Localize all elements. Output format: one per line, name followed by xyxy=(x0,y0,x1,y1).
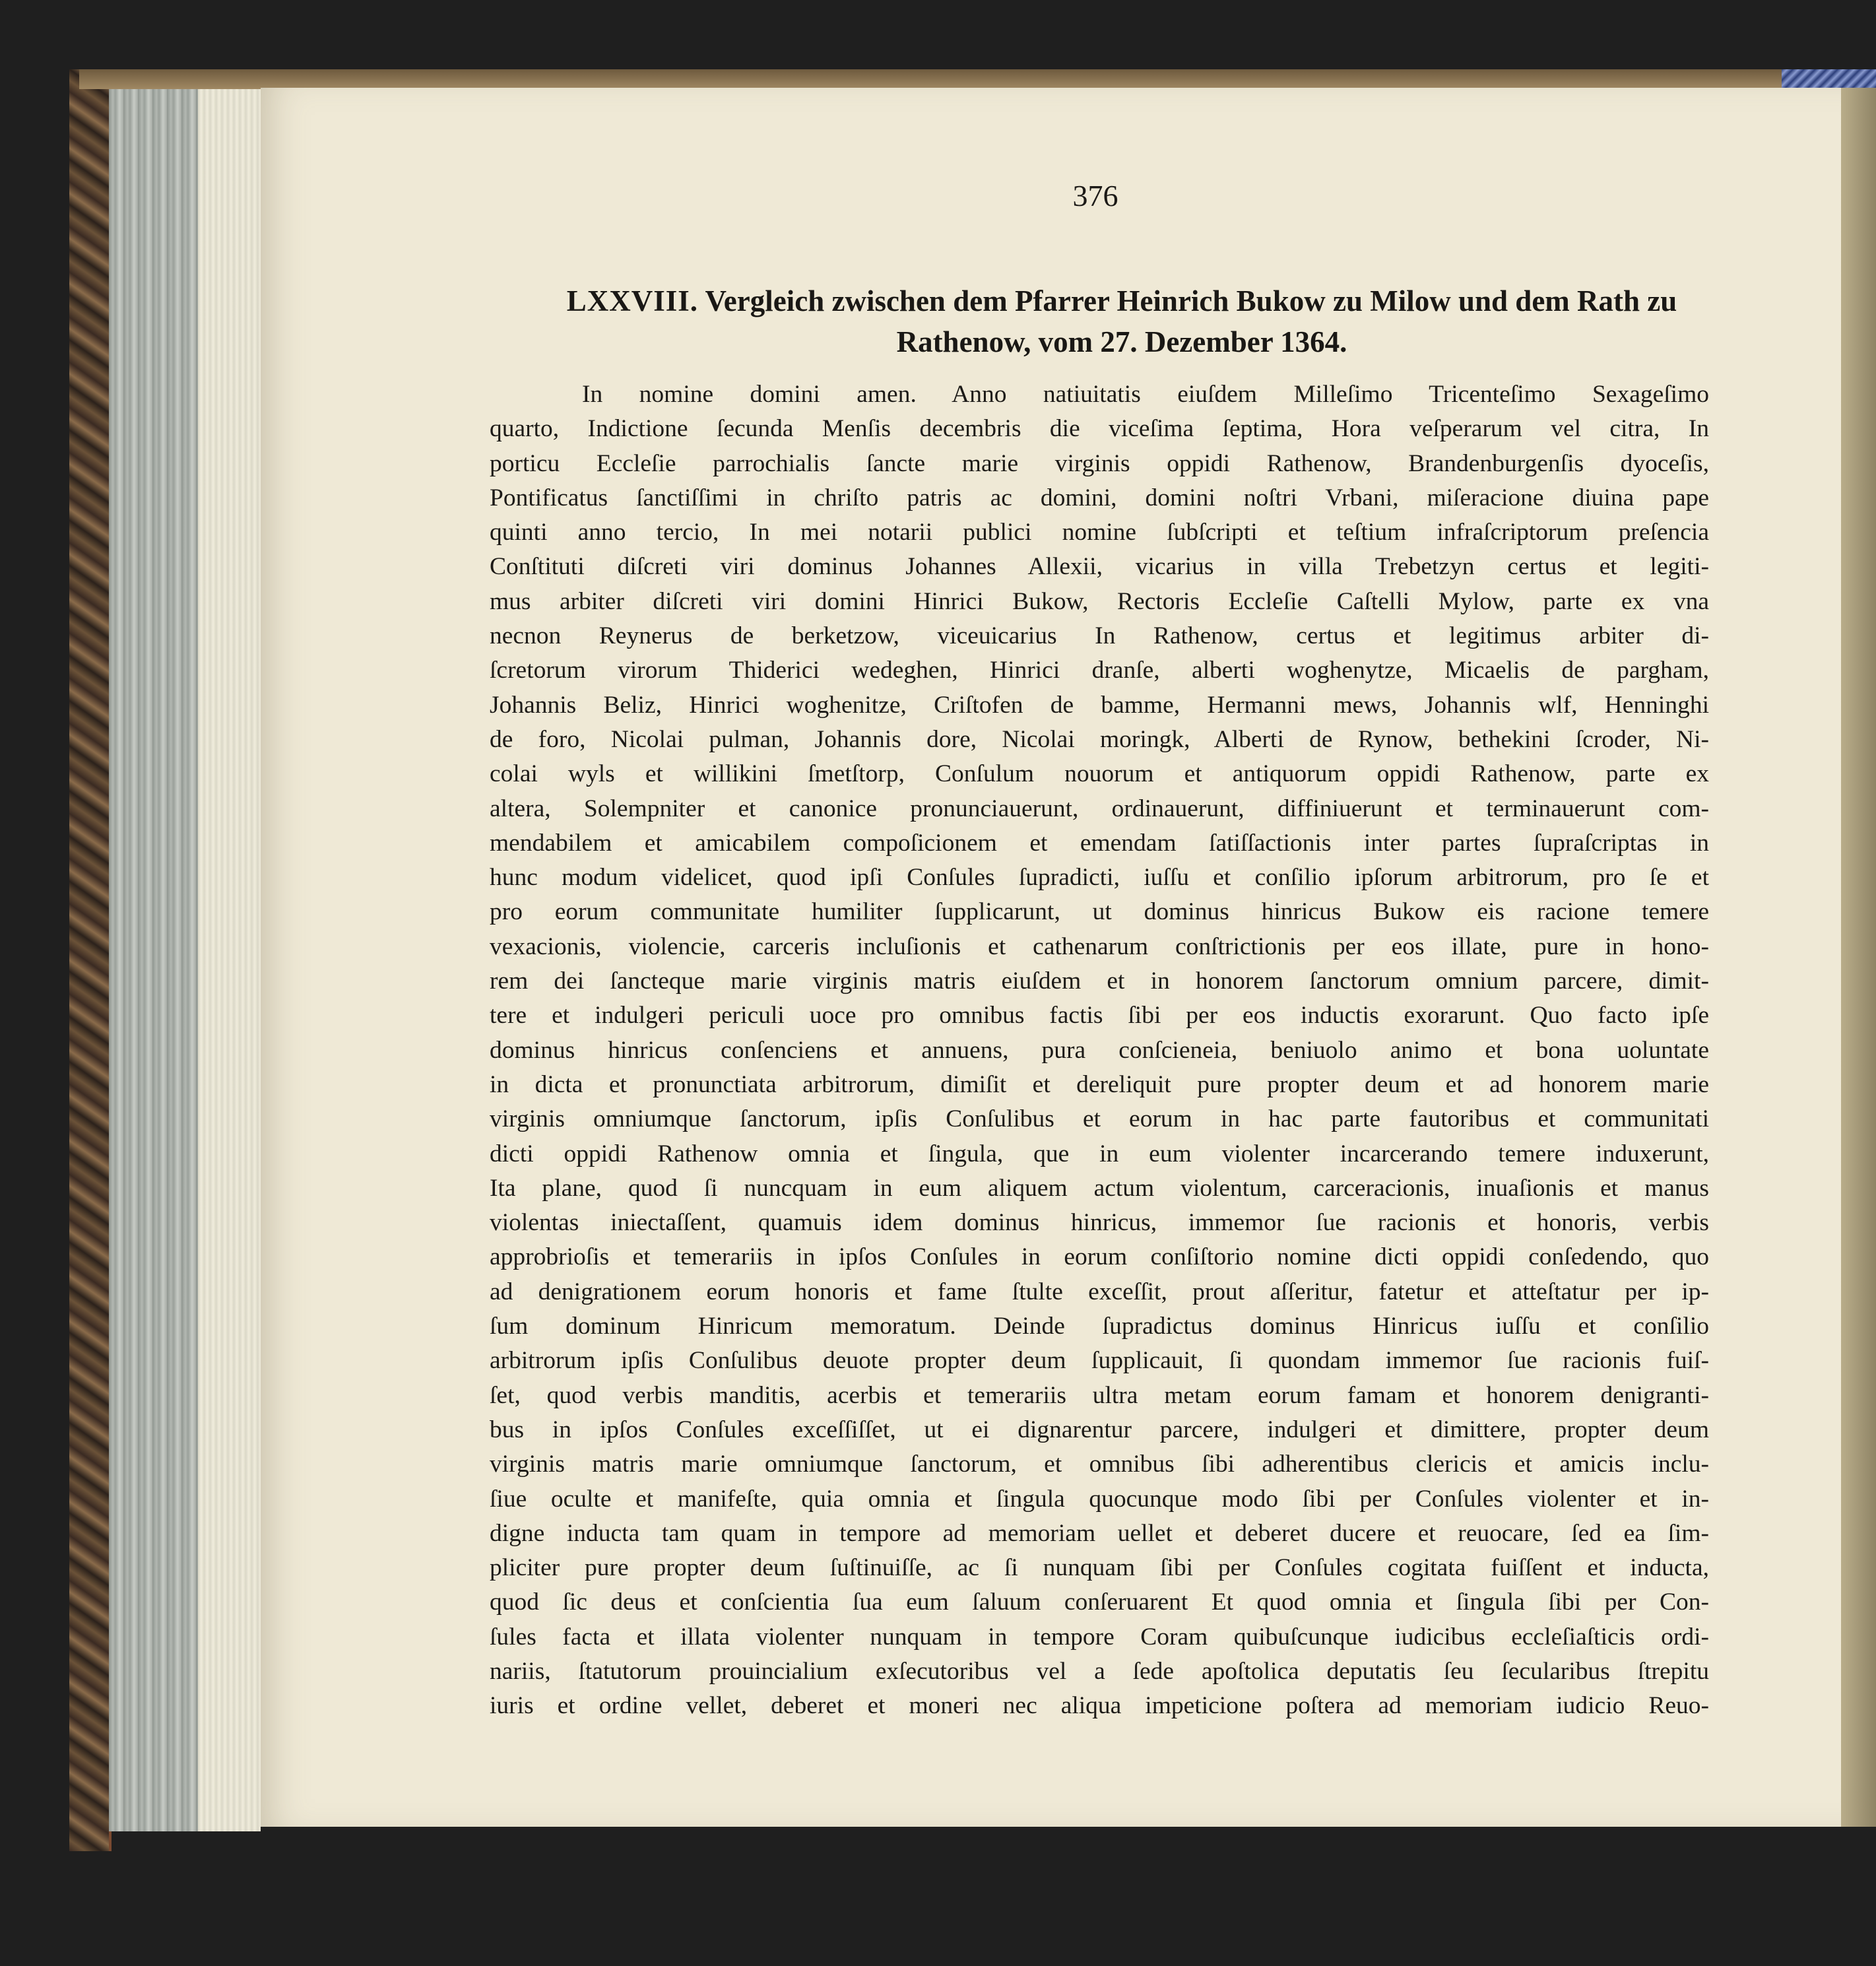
body-line: hunc modum videlicet, quod ipſi Conſules ſupradicti, iuſſu et conſilio ipſorum arbitrorum, pro ſe et xyxy=(490,864,1709,892)
document-heading xyxy=(521,280,1722,362)
body-line: bus in ipſos Conſules exceſſiſſet, ut ei dignarentur parcere, indulgeri et dimittere, propter deum xyxy=(490,1416,1709,1443)
body-line: quinti anno tercio, In mei notarii publici nomine ſubſcripti et teſtium infraſcriptorum preſencia xyxy=(490,519,1709,546)
body-line: vexacionis, violencie, carceris incluſionis et cathenarum conſtrictionis per eos illate, pure in hono- xyxy=(490,933,1709,960)
body-line: ſet, quod verbis manditis, acerbis et temerariis ultra metam eorum famam et honorem denigranti- xyxy=(490,1381,1709,1409)
body-line: iuris et ordine vellet, deberet et moneri nec aliqua impeticione poſtera ad memoriam iudicio Reuo- xyxy=(490,1692,1709,1720)
body-line: Ita plane, quod ſi nuncquam in eum aliquem actum violentum, carceracionis, inuaſionis et manus xyxy=(490,1174,1709,1202)
body-line: ſum dominum Hinricum memoratum. Deinde ſupradictus dominus Hinricus iuſſu et conſilio xyxy=(490,1313,1709,1340)
body-line: ſules facta et illata violenter nunquam in tempore Coram quibuſcunque iudicibus eccleſiaſticis ordi- xyxy=(490,1623,1709,1651)
body-line: rem dei ſancteque marie virginis matris eiuſdem et in honorem ſanctorum omnium parcere, dimit- xyxy=(490,967,1709,995)
heading-line-2: Rathenow, vom 27. Dezember 1364. xyxy=(896,325,1347,358)
body-line: quod ſic deus et conſcientia ſua eum ſaluum conſeruarent Et quod omnia et ſingula ſibi per Con- xyxy=(490,1589,1709,1616)
body-line: ſiue oculte et manifeſte, quia omnia et ſingula quocunque modo ſibi per Conſules violenter et in- xyxy=(490,1485,1709,1513)
body-line: necnon Reynerus de berketzow, viceuicarius In Rathenow, certus et legitimus arbiter di- xyxy=(490,622,1709,650)
body-line: virginis matris marie omniumque ſanctorum, et omnibus ſibi adherentibus clericis et amicis inclu- xyxy=(490,1451,1709,1478)
body-line: nariis, ſtatutorum prouincialium exſecutoribus vel a ſede apoſtolica deputatis ſeu ſecularibus ſtrepitu xyxy=(490,1657,1709,1685)
bookmark-ribbon xyxy=(1782,69,1876,88)
body-line: In nomine domini amen. Anno natiuitatis eiuſdem Milleſimo Tricenteſimo Sexageſimo xyxy=(582,381,1709,408)
marbled-cover xyxy=(69,69,112,1851)
body-line: Johannis Beliz, Hinrici woghenitze, Criſtofen de bamme, Hermanni mews, Johannis wlf, Henninghi xyxy=(490,691,1709,719)
body-line: virginis omniumque ſanctorum, ipſis Conſulibus et eorum in hac parte fautoribus et communitati xyxy=(490,1105,1709,1133)
body-text xyxy=(490,377,1709,1724)
body-line: altera, Solempniter et canonice pronunciauerunt, ordinauerunt, diffiniuerunt et terminauerunt com- xyxy=(490,795,1709,822)
body-line: mendabilem et amicabilem compoſicionem et emendam ſatiſſactionis inter partes ſupraſcriptas in xyxy=(490,829,1709,857)
body-line: approbrioſis et temerariis in ipſos Conſules in eorum conſiſtorio nomine dicti oppidi conſedendo, quo xyxy=(490,1243,1709,1271)
body-line: colai wyls et willikini ſmetſtorp, Conſulum nouorum et antiquorum oppidi Rathenow, parte ex xyxy=(490,760,1709,788)
body-line: digne inducta tam quam in tempore ad memoriam uellet et deberet ducere et reuocare, ſed ea ſim- xyxy=(490,1519,1709,1547)
body-line: arbitrorum ipſis Conſulibus deuote propter deum ſupplicauit, ſi quondam immemor ſue racionis fuiſ- xyxy=(490,1347,1709,1375)
body-line: Pontificatus ſanctiſſimi in chriſto patris ac domini, domini noſtri Vrbani, miſeracione diuina pape xyxy=(490,484,1709,511)
heading-title-1: Vergleich zwischen dem Pfarrer Heinrich Bukow zu Milow und dem Rath zu xyxy=(705,284,1677,317)
body-line: mus arbiter diſcreti viri domini Hinrici Bukow, Rectoris Eccleſie Caſtelli Mylow, parte ex vna xyxy=(490,587,1709,615)
body-line: in dicta et pronunctiata arbitrorum, dimiſit et dereliquit pure propter deum et ad honorem marie xyxy=(490,1070,1709,1098)
right-cover xyxy=(1841,88,1876,1827)
body-line: ſcretorum virorum Thiderici wedeghen, Hinrici dranſe, alberti woghenytze, Micaelis de pargham, xyxy=(490,657,1709,684)
body-line: de foro, Nicolai pulman, Johannis dore, Nicolai moringk, Alberti de Rynow, bethekini ſcroder, Ni- xyxy=(490,725,1709,753)
body-line: pliciter pure propter deum ſuſtinuiſſe, ac ſi nunquam ſibi per Conſules cogitata fuiſſent et inducta, xyxy=(490,1554,1709,1582)
page-number: 376 xyxy=(1072,179,1118,213)
body-line: ad denigrationem eorum honoris et fame ſtulte exceſſit, prout aſſeritur, fatetur et atteſtatur per ip- xyxy=(490,1278,1709,1305)
body-line: Conſtituti diſcreti viri dominus Johannes Allexii, vicarius in villa Trebetzyn certus et legiti- xyxy=(490,553,1709,581)
heading-roman-numeral: LXXVIII. xyxy=(566,284,698,317)
body-line: violentas iniectaſſent, quamuis idem dominus hinricus, immemor ſue racionis et honoris, verbis xyxy=(490,1209,1709,1237)
heading-line-1 xyxy=(521,280,1722,321)
body-line: dominus hinricus conſenciens et annuens, pura conſcieneia, beniuolo animo et bona uoluntate xyxy=(490,1036,1709,1064)
body-line: pro eorum communitate humiliter ſupplicarunt, ut dominus hinricus Bukow eis racione temere xyxy=(490,898,1709,926)
top-cover-strip xyxy=(79,69,1861,89)
page-edges-light xyxy=(198,89,261,1831)
body-line: tere et indulgeri periculi uoce pro omnibus factis ſibi per eos inductis exorarunt. Quo facto ipſe xyxy=(490,1002,1709,1030)
body-line: quarto, Indictione ſecunda Menſis decembris die viceſima ſeptima, Hora veſperarum vel citra, In xyxy=(490,415,1709,443)
body-line: dicti oppidi Rathenow omnia et ſingula, que in eum violenter incarcerando temere induxerunt, xyxy=(490,1140,1709,1167)
body-line: porticu Eccleſie parrochialis ſancte marie virginis oppidi Rathenow, Brandenburgenſis dyoceſis, xyxy=(490,449,1709,477)
